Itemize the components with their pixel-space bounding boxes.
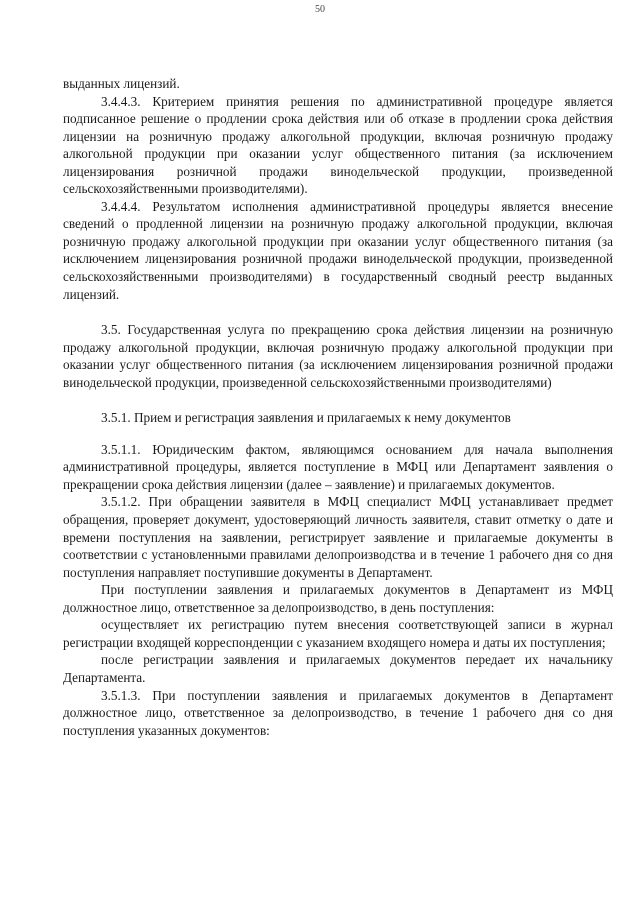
paragraph-3-5-1-1: 3.5.1.1. Юридическим фактом, являющимся основанием для начала выполнения административной процедуры, является поступление в МФЦ или Департамент заявления о прекращении срока действия лицензии (далее – заявление) и прилагаемых документов. [63,441,613,492]
section-spacer [63,427,613,441]
paragraph-3-5-1-3: 3.5.1.3. При поступлении заявления и прилагаемых документов в Департамент должностное лицо, ответственное за делопроизводство, в течение 1 рабочего дня со дня поступления указанных документов: [63,687,613,738]
section-heading-3-5: 3.5. Государственная услуга по прекращению срока действия лицензии на розничную продажу алкогольной продукции, включая розничную продажу алкогольной продукции при оказании услуг общественного питания (за исключением лицензирования розничной продажи винодельческой продукции, произведенной сельскохозяйственными производителями) [63,322,613,390]
paragraph-continuation: выданных лицензий. [63,76,180,91]
page-number: 50 [315,4,325,15]
paragraph-department-receipt: При поступлении заявления и прилагаемых документов в Департамент из МФЦ должностное лицо, ответственное за делопроизводство, в день поступления: [63,582,613,615]
section-spacer [63,303,613,321]
subsection-heading-3-5-1: 3.5.1. Прием и регистрация заявления и прилагаемых к нему документов [101,410,511,426]
document-body [63,75,613,739]
section-spacer [63,391,613,409]
paragraph-3-5-1-2: 3.5.1.2. При обращении заявителя в МФЦ специалист МФЦ устанавливает предмет обращения, проверяет документ, удостоверяющий личность заявителя, ставит отметку о дате и времени поступления на заявлении, регистрирует заявление и прилагаемые документы в соответствии с установленными правилами делопроизводства и в течение 1 рабочего дня со дня поступления направляет поступившие документы в Департамент. [63,494,613,580]
paragraph-transfer: после регистрации заявления и прилагаемых документов передает их начальнику Департамента. [63,652,613,685]
paragraph-registration: осуществляет их регистрацию путем внесения соответствующей записи в журнал регистрации входящей корреспонденции с указанием входящего номера и даты их поступления; [63,617,613,650]
paragraph-3-4-4-3: 3.4.4.3. Критерием принятия решения по административной процедуре является подписанное решение о продлении срока действия или об отказе в продлении срока действия лицензии на розничную продажу алкогольной продукции, включая розничную продажу алкогольной продукции при оказании услуг общественного питания (за исключением лицензирования розничной продажи винодельческой продукции, произведенной сельскохозяйственными производителями). [63,93,613,197]
paragraph-3-4-4-4: 3.4.4.4. Результатом исполнения административной процедуры является внесение сведений о продленной лицензии на розничную продажу алкогольной продукции, включая розничную продажу алкогольной продукции при оказании услуг общественного питания (за исключением лицензирования розничной продажи винодельческой продукции, произведенной сельскохозяйственными производителями) в государственный сводный реестр выданных лицензий. [63,198,613,302]
